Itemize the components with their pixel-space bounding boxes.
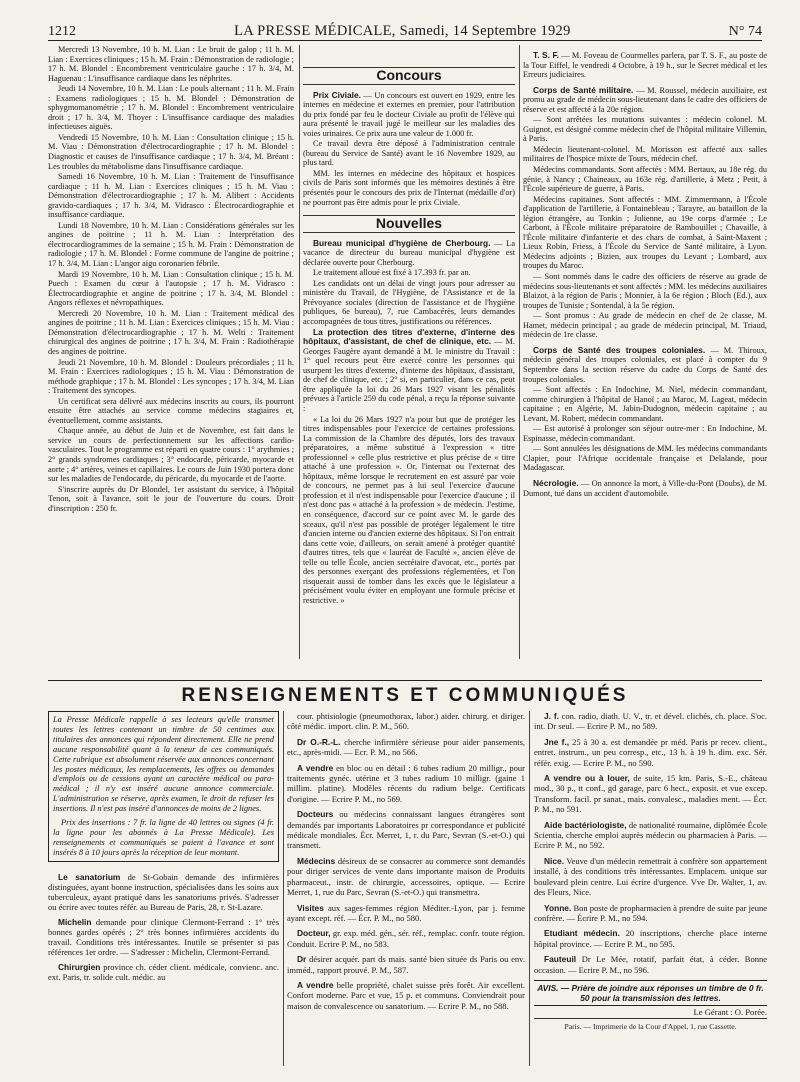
column-rule [519,45,520,659]
schedule-paragraph [48,485,294,514]
classified-ad [534,928,767,949]
article-text: Samedi 16 Novembre, 10 h. M. Lian : Traitement de l'insuffisance cardiaque ; 11 h. M. Lian : Exercices cliniques ; 15 h. M. Viau : Démonstration d'électrocardiographie ; 17 h. M. Alibert : Accidents gravido-cardiaques ; 17 h. 3/4, M. Vidrasco : Électrocardiographie et insuffisance cardiaque. [48,172,294,220]
article-lead: Nécrologie. [533,477,579,488]
news-paragraph [523,311,767,340]
printer-imprint: Paris. — Imprimerie de la Cour d'Appel, 1, rue Cassette. [534,1018,767,1032]
article-text: Mardi 19 Novembre, 10 h. M. Lian : Consultation clinique ; 15 h. M. Puech : Examen du cœur à l'autopsie ; 17 h. M. Vidrasco : Électrocardiographie et angine de poitrine ; 17 h. 3/4, M. Blondel : Angors réflexes et névropathiques. [48,269,294,308]
article-text: — M. Thiroux, médecin général des troupes coloniales, est placé à compter du 9 Septembre dans la section réserve du cadre du Corps de Santé des troupes coloniales. [523,345,767,384]
article-text: con. radio, diath. U. V., tr. et dével. clichés, ch. place. S'oc. int. Dr seul. — Ecrire P. M., no 589. [534,711,767,732]
article-text: désirer acquér. part ds mais. santé bien située ds Paris ou env. imméd., rapport prouvé. P. M., 587. [287,954,525,975]
article-lead: Aide bactériologiste, [544,819,627,830]
news-paragraph [523,444,767,473]
article-text: province ch. céder client. médicale, convienc. anc. ext. Paris, tr. solide cult. médic. au [48,961,279,982]
section-title-concours: Concours [303,67,515,85]
article-text: désireux de se consacrer au commerce sont demandés pour diriger services de vente dans importante maison de Produits pharmaceut., instr. de chirurgie, accessoires, optique. — Ecrire Merret, 1, rue du Parc, Sevran (S.-et-O.) qui transmettra. [287,855,525,898]
article-text: — M. Roussel, médecin auxiliaire, est promu au grade de médecin sous-lieutenant dans le cadre des officiers de réserve et est affecté à la 20e région. [523,85,767,114]
article-text: Mercredi 20 Novembre, 10 h. M. Lian : Traitement médical des angines de poitrine ; 11 h. M. Lian : Exercices cliniques ; 15 h. M. Viau : Démonstration d'électrocardiographie ; 17 h. M. Welti : Traitement chirurgical des angines de poitrine ; 17 h. 3/4, M. Frain : Radiothérapie des angines de poitrine. [48,308,294,356]
schedule-paragraph [48,172,294,220]
article-prix-civiale [303,91,515,139]
article-lead: Dr [297,954,307,965]
news-item [523,51,767,80]
article-lead: Dr O.-R.-L. [297,736,341,747]
notice-text: La Presse Médicale rappelle à ses lecteurs qu'elle transmet toutes les lettres contenant un timbre de 50 centimes aux titulaires des annonces qui répondent directement. Elle ne prend aucune responsabilité quant à la teneur de ces communiqués. Cette rubrique est absolument réservée aux annonces concernant les postes médicaux, les remplacements, les offres ou demandes d'emplois ou de cessions ayant un caractère médical ou para-médical ; il n'y est inséré aucune annonce commerciale. L'administration se réserve, après examen, le droit de refuser les insertions. Il n'est pas inséré d'annonces de moins de 2 lignes. [53,715,274,814]
classified-ad [287,903,525,924]
classified-ad [287,980,525,1011]
classified-ad [48,872,279,912]
news-item [523,86,767,115]
article-text: Lundi 18 Novembre, 10 h. M. Lian : Considérations générales sur les angines de poitrine ; 11 h. M. Lian : Interprétation des électrocardiogrammes de la semaine ; 15 h. M. Frain : Démonstration de radiologie ; 17 h. M. Blondel : Forme commune de l'angine de poitrine ; 17 h. 3/4, M. Lian : L'angor aigu coronarien fébrile. [48,220,294,269]
gerant-signature: Le Gérant : O. Porée. [693,1006,767,1017]
page-number: 1212 [48,24,76,39]
column-news-military [523,45,767,659]
article-lead: Bureau municipal d'hygiène de Cherbourg. [313,237,491,248]
article-text: Bon poste de propharmacien à prendre de suite par jeune confrère. — Écrire P. M., no 594. [534,902,767,923]
column-rule [299,45,300,659]
article-text: — Sont promus : Au grade de médecin en chef de 2e classe, M. Hamet, médecin principal ; au grade de médecin principal, M. Triaud, médecin de 1re classe. [523,311,767,340]
article-text: — Est autorisé à prolonger son séjour outre-mer : En Indochine, M. Espinasse, médecin commandant. [523,424,767,443]
article-lead: La protection des titres d'externe, d'interne des hôpitaux, d'assistant, de chef de clinique, etc. [303,326,515,347]
article-text: Médecin lieutenant-colonel. M. Morisson est affecté aux salles militaires de l'hospice mixte de Tours, médecin chef. [523,144,767,164]
article-text: demande pour clinique Clermont-Ferrand : 1° très bonnes gardes opérés ; 2° très bonnes infirmières accidents du travail. Conditions très intéressantes. Inutile se présenter si pas références 1er ordre. — S'adresser : Michelin, Clermont-Ferrand. [48,916,279,957]
article-lead: A vendre [297,979,334,990]
article-text: Vendredi 15 Novembre, 10 h. M. Lian : Consultation clinique ; 15 h. M. Viau : Démonstration d'électrocardiographie ; 17 h. M. Blondel : Diagnostic et causes de l'insuffisance cardiaque ; 17 h. 3/4, M. Bréant : Les troubles du métabolisme dans l'insuffisance cardiaque. [48,132,294,171]
article-lead: Docteur, [297,928,331,939]
classified-ad [48,962,279,982]
article-text: ou médecins connaissant langues étrangères sont demandés par importants Laboratoires pr correspondance et publicité médicale mondiales. Écr. Merret, 1, r. du Parc, Sevran (S.-et-O.) qui transmett. [287,809,525,851]
classifieds-column-2 [287,711,525,1066]
news-paragraph [523,115,767,144]
article-text: cherche infirmière sérieuse pour aider pansements, etc., après-midi. — Ecr. P. M., no 566. [287,736,525,758]
article-text: Dr Le Mée, rotatif, parfait état, à céder. Bonne occasion. — Ecrire P. M., no 596. [534,954,767,975]
article-text: — M. Georges Faugère ayant demandé à M. le ministre du Travail : 1° quel recours peut être exercé contre les personnes qui usurpent les titres d'externe, d'interne des hôpitaux, d'assistant, de chef de clinique, etc. ; 2° si, en particulier, dans ce cas, peut être appliquée la loi du 26 Mars 1927 visant les pénalités prévues à l'article 259 du code pénal, a reçu la réponse suivante : [303,337,515,413]
schedule-paragraph [48,358,294,396]
schedule-paragraph [48,270,294,308]
article-paragraph: « La loi du 26 Mars 1927 n'a pour but que de protéger les titres indispensables pour l'exercice de certaines professions. La commission de la Chambre des députés, lors des travaux préparatoires, a même substitué à l'expression « titre professionnel » celle plus restrictive et plus précise de « titre attaché à une profession ». Or, l'internat ou l'externat des hôpitaux, même lorsque le recrutement en est assuré par voie de concours, ne permet pas à lui seul l'exercice d'aucune profession et il n'est indispensable pour l'exercice d'aucune ; il n'est donc pas « attaché à la profession » de médecin. J'estime, en conséquence, d'accord sur ce point avec M. le garde des sceaux, qu'il n'est pas possible de protéger légalement le titre d'ancien interne ou d'ancien externe des hôpitaux. Si l'on entrait dans cette voie, d'ailleurs, on serait amené à protéger quantité d'autres titres, tels que « lauréat de Faculté », ancien élève de telle ou telle École, ancien secrétaire d'avocat, etc., portés par des personnes exerçant des professions réglementées, et l'on risquerait aussi de tomber dans les excès que le législateur a précisément voulu éviter en employant une formule précise et restrictive. » [303,414,515,605]
article-text: Médecins capitaines. Sont affectés : MM. Zimmermann, à l'École d'application de l'artillerie, à Fontainebleau ; Tarayre, au bataillon de la légion étrangère, au Tonkin ; Julienne, au 19e corps d'armée ; Le Carbont, à l'École militaire préparatoire de Rambouillet ; Chavaille, à l'École militaire d'infanterie et des chars de combat, à Saint-Maxent ; Lieux Robin, Friess, à l'École du Service de Santé militaire, à Lyon. Médecins adjoints ; Bizien, aux troupes du Levant ; Lombard, aux troupes du Maroc. [523,194,767,271]
article-text: de St-Gobain demande des infirmières distinguées, ayant bonne instruction, spécialisées dans les soins aux tuberculeux, ayant pratiqué dans les sanatoriums privés. S'adresser ou écrire avec toutes référ. au Bureau de Paris, 28, r. St-Lazare. [48,871,279,912]
classified-ad [287,737,525,758]
article-text: Veuve d'un médecin remettrait à confrère son appartement installé, à des conditions très intéressantes. Emplacem. unique sur boulevard plein centre. Lui écrire d'urgence. Vve Dr. Walter, 1, av. des Fleurs, Nice. [534,855,767,898]
column-rule [283,711,284,1066]
classified-ad [534,903,767,924]
article-text: — Sont annulées les désignations de MM. les médecins commandants Clapier, pour l'Afrique occidentale française et Delalande, pour Madagascar. [523,444,767,473]
classified-ad [48,917,279,957]
section-title-renseignements: RENSEIGNEMENTS ET COMMUNIQUÉS [48,680,762,707]
news-paragraph [523,195,767,271]
article-text: — Sont affectés : En Indochine, M. Niel, médecin commandant, comme chirurgien à l'hôpital de Hanoï ; au Maroc, M. Lageat, médecin capitaine ; en Algérie, M. Jabin-Dudognon, médecin capitaine ; au Levant, M. Robert, médecin commandant. [523,385,767,423]
article-lead: J. f. [544,711,559,721]
article-paragraph: Le traitement alloué est fixé à 17.393 fr. par an. [313,268,471,278]
article-text: — On annonce la mort, à Ville-du-Pont (Doubs), de M. Dumont, tué dans un accident d'automobile. [523,478,767,498]
article-lead: T. S. F. [533,50,560,60]
issue-number: N° 74 [728,24,762,39]
column-concours-nouvelles [303,45,515,659]
article-lead: Etudiant médecin. [544,928,620,939]
news-paragraph [523,145,767,164]
news-item [523,479,767,498]
article-lead: Visites [297,902,324,913]
classified-ad [534,773,767,815]
classified-ad [287,763,525,805]
article-lead: Yonne. [544,902,572,913]
article-text: — La vacance de directeur du bureau municipal d'hygiène est déclarée ouverte pour Cherbourg. [303,238,515,267]
article-text: Jeudi 21 Novembre, 10 h. M. Blondel : Douleurs précordiales ; 11 h. M. Frain : Exercices radiologiques ; 15 h. M. Viau : Démonstration de méthode graphique ; 17 h. M. Blondel : Les syncopes ; 17 h. 3/4, M. Lian : Traitement des syncopes. [48,357,294,396]
classifieds-column-1 [48,711,279,1066]
article-lead: Médecins [297,855,336,866]
column-rule [529,711,530,1066]
classified-ad [534,856,767,898]
article-text: — Sont nommés dans le cadre des officiers de réserve au grade de médecins sous-lieutenants et sont affectés : MM. les médecins auxiliaires Blaizot, à la région de Paris ; Monnier, à la 6e région ; Bloch (Ed.), aux troupes de Tunisie ; Sontendal, à la 5e région. [523,272,767,310]
classified-ad [287,809,525,851]
column-course-schedule [48,45,294,659]
article-paragraph: Les candidats ont un délai de vingt jours pour adresser au ministère du Travail, de l'Hygiène, de l'Assistance et de la Prévoyance sociales (direction de l'assistance et de l'hygiène publiques, 6e bureau), 7, rue Cambacérès, leurs demandes accompagnées de tous titres, justifications ou références. [303,278,515,327]
article-bureau-cherbourg [303,239,515,268]
article-text: 20 inscriptions, cherche place interne hôpital province. — Ecrire P. M., no 595. [534,928,767,949]
article-text: Médecins commandants. Sont affectés : MM. Bertaux, au 18e rég. du génie, à Nancy ; Chaineaux, au 163e rég. d'artillerie, à Metz ; Petit, à l'École supérieure de guerre, à Paris. [523,165,767,194]
schedule-paragraph [48,309,294,357]
article-protection-titres [303,328,515,414]
article-text: S'inscrire auprès du Dr Blondel, 1er assistant du service, à l'hôpital Tenon, soit à l'avance, soit le jour de l'ouverture du cours. Droit d'inscription : 250 fr. [48,484,294,513]
article-text: — M. Foveau de Courmelles parlera, par T. S. F., au poste de la Tour Eiffel, le vendredi 4 Octobre, à 19 h., sur le Secret médical et les Erreurs judiciaires. [523,51,767,80]
article-text: gr. exp. méd. gén., sér. réf., remplac. confr. toute région. Conduit. Ecrire P. M., no 583. [287,928,525,949]
schedule-paragraph [48,133,294,171]
article-paragraph: MM. les internes en médecine des hôpitaux et hospices civils de Paris sont informés que les mémoires destinés à être présentés pour le concours des prix de l'Internat (médaille d'or) ne pourront pas être admis pour le prix Civiale. [303,168,515,207]
article-lead: A vendre ou à louer, [544,773,630,784]
article-text: aux sages-femmes région Méditer.-Lyon, par j. femme ayant except. réf. — Écr. P. M., no 580. [287,902,525,923]
article-lead: Docteurs [297,809,334,820]
article-text: cour. phtisiologie (pneumothorax, labor.) aider. chirurg. et diriger. côté médic. import. clin. P. M., 560. [287,711,525,732]
page-header [48,20,762,41]
article-text: Jeudi 14 Novembre, 10 h. M. Lian : Le pouls alternant ; 11 h. M. Frain : Examens radiologiques ; 15 h. M. Blondel : Démonstration de sphygmomanométrie ; 17 h. M. Blondel : Encombrement ventriculaire droit ; 17 h. 3/4, M. Thoyer : L'insuffisance cardiaque des maladies infectieuses aiguës. [48,84,294,132]
article-lead: Chirurgien [58,961,101,972]
classified-ad [287,954,525,975]
schedule-paragraph [48,221,294,269]
news-paragraph [523,424,767,443]
article-text: Mercredi 13 Novembre, 10 h. M. Lian : Le bruit de galop ; 11 h. M. Lian : Exercices cliniques ; 15 h. M. Frain : Démonstration de radiologie ; 17 h. M. Blondel : Encombrement ventriculaire gauche : 17 h. 3/4, M. Haguenau : L'insuffisance cardiaque dans les néphrites. [48,45,294,83]
article-lead: Corps de Santé des troupes coloniales. [533,344,706,355]
article-lead: Le sanatorium [58,871,121,882]
schedule-paragraph [48,426,294,483]
section-title-nouvelles: Nouvelles [303,215,515,233]
article-text: en bloc ou en détail : 6 tubes radium 20 milligr., pour traitements gynéc. utérine et 3 tubes radium 10 milligr. (gaine 1 millim. platine). Modèles récents du radium belge. Certificats d'origine. — Ecrire P. M., no 569. [287,762,525,804]
classified-ad [534,711,767,732]
article-text: Un certificat sera délivré aux médecins inscrits au cours, ils pourront ensuite être attachés au service comme médecins stagiaires et, éventuellement, comme assistants. [48,396,294,425]
classified-ad [534,737,767,768]
article-lead: Corps de Santé militaire. [533,84,634,95]
page-title: LA PRESSE MÉDICALE, Samedi, 14 Septembre 1929 [234,23,571,39]
article-text: 25 à 30 a. est demandée pr méd. Paris pr recev. client., entret. instrum., un peu corresp., etc., 13 h. à 19 h. dim. exc. Sér. référ. exig. — Ecrire P. M., no 590. [534,736,767,768]
article-text: de suite, 15 km. Paris, S.-E., château mod., 30 p., tt conf., gd garage, parc 6 hect., exposit. et vue excep. Transform. facil. pr sanat., mais. convalesc., maladies ment. — Écr. P. M., no 591. [534,773,767,815]
schedule-paragraph [48,397,294,426]
article-lead: Prix Civiale. [313,89,361,100]
article-paragraph: Ce travail devra être déposé à l'administration centrale (bureau du Service de Santé) avant le 16 Novembre 1929, au plus tard. [303,139,515,168]
article-lead: Nice. [544,855,565,866]
avis-notice: AVIS. — Prière de joindre aux réponses un timbre de 0 fr. 50 pour la transmission des lettres. [534,980,767,1006]
news-paragraph [523,165,767,194]
classified-ad [287,856,525,898]
classified-ad [287,711,525,732]
classified-ad [287,928,525,949]
notice-box [48,711,279,862]
news-paragraph [523,385,767,423]
classified-ad [534,954,767,975]
article-lead: Fauteuil [544,954,577,965]
article-text: de nationalité roumaine, diplômée École Scientia, cherche emploi auprès médecin ou pharmacien à Paris. — Ecrire P. M., no 592. [534,819,767,851]
article-lead: Jne f., [544,736,570,747]
notice-prices: Prix des insertions : 7 fr. la ligne de 40 lettres ou signes (4 fr. la ligne pour les abonnés à La Presse Médicale). Les renseignements et communiqués se paient à l'avance et sont insérés 8 à 10 jours après la réception de leur montant. [53,818,274,857]
article-text: — Un concours est ouvert en 1929, entre les internes en médecine et externes en premier, pour l'attribution du prix fondé par feu le docteur Civiale au profit de l'élève qui aura présenté le travail jugé le meilleur sur les maladies des voies urinaires. Ce prix aura une valeur de 1.000 fr. [303,90,515,138]
article-text: belle propriété, chalet suisse près forêt. Air excellent. Confort moderne. Parc et vue, 15 p. et communs. Conviendrait pour maison de convalescence ou sanatorium. — Ecrire P. M., no 588. [287,979,525,1011]
article-lead: Michelin [58,916,92,927]
schedule-paragraph [48,84,294,132]
article-text: — Sont arrêtées les mutations suivantes : médecin colonel. M. Guignot, est désigné comme médecin chef de l'hôpital militaire Villemin, à Paris. [523,115,767,144]
classifieds-column-3 [534,711,767,1066]
schedule-paragraph [48,45,294,83]
news-paragraph [523,272,767,310]
news-item [523,346,767,384]
classified-ad [534,820,767,851]
article-text: Chaque année, au début de Juin et de Novembre, est fait dans le service un cours de perfectionnement sur les affections cardio-vasculaires. Tout le programme est réparti en quatre cours : 1° arythmies ; 2° grands syndromes cardiaques ; 3° endocarde, péricarde, myocarde et aorte ; 4° artères, veines et capillaires. Le cours de Juin 1930 portera donc sur les maladies de l'endocarde, du péricarde, du myocarde et de l'aorte. [48,426,294,484]
article-lead: A vendre [297,762,334,773]
